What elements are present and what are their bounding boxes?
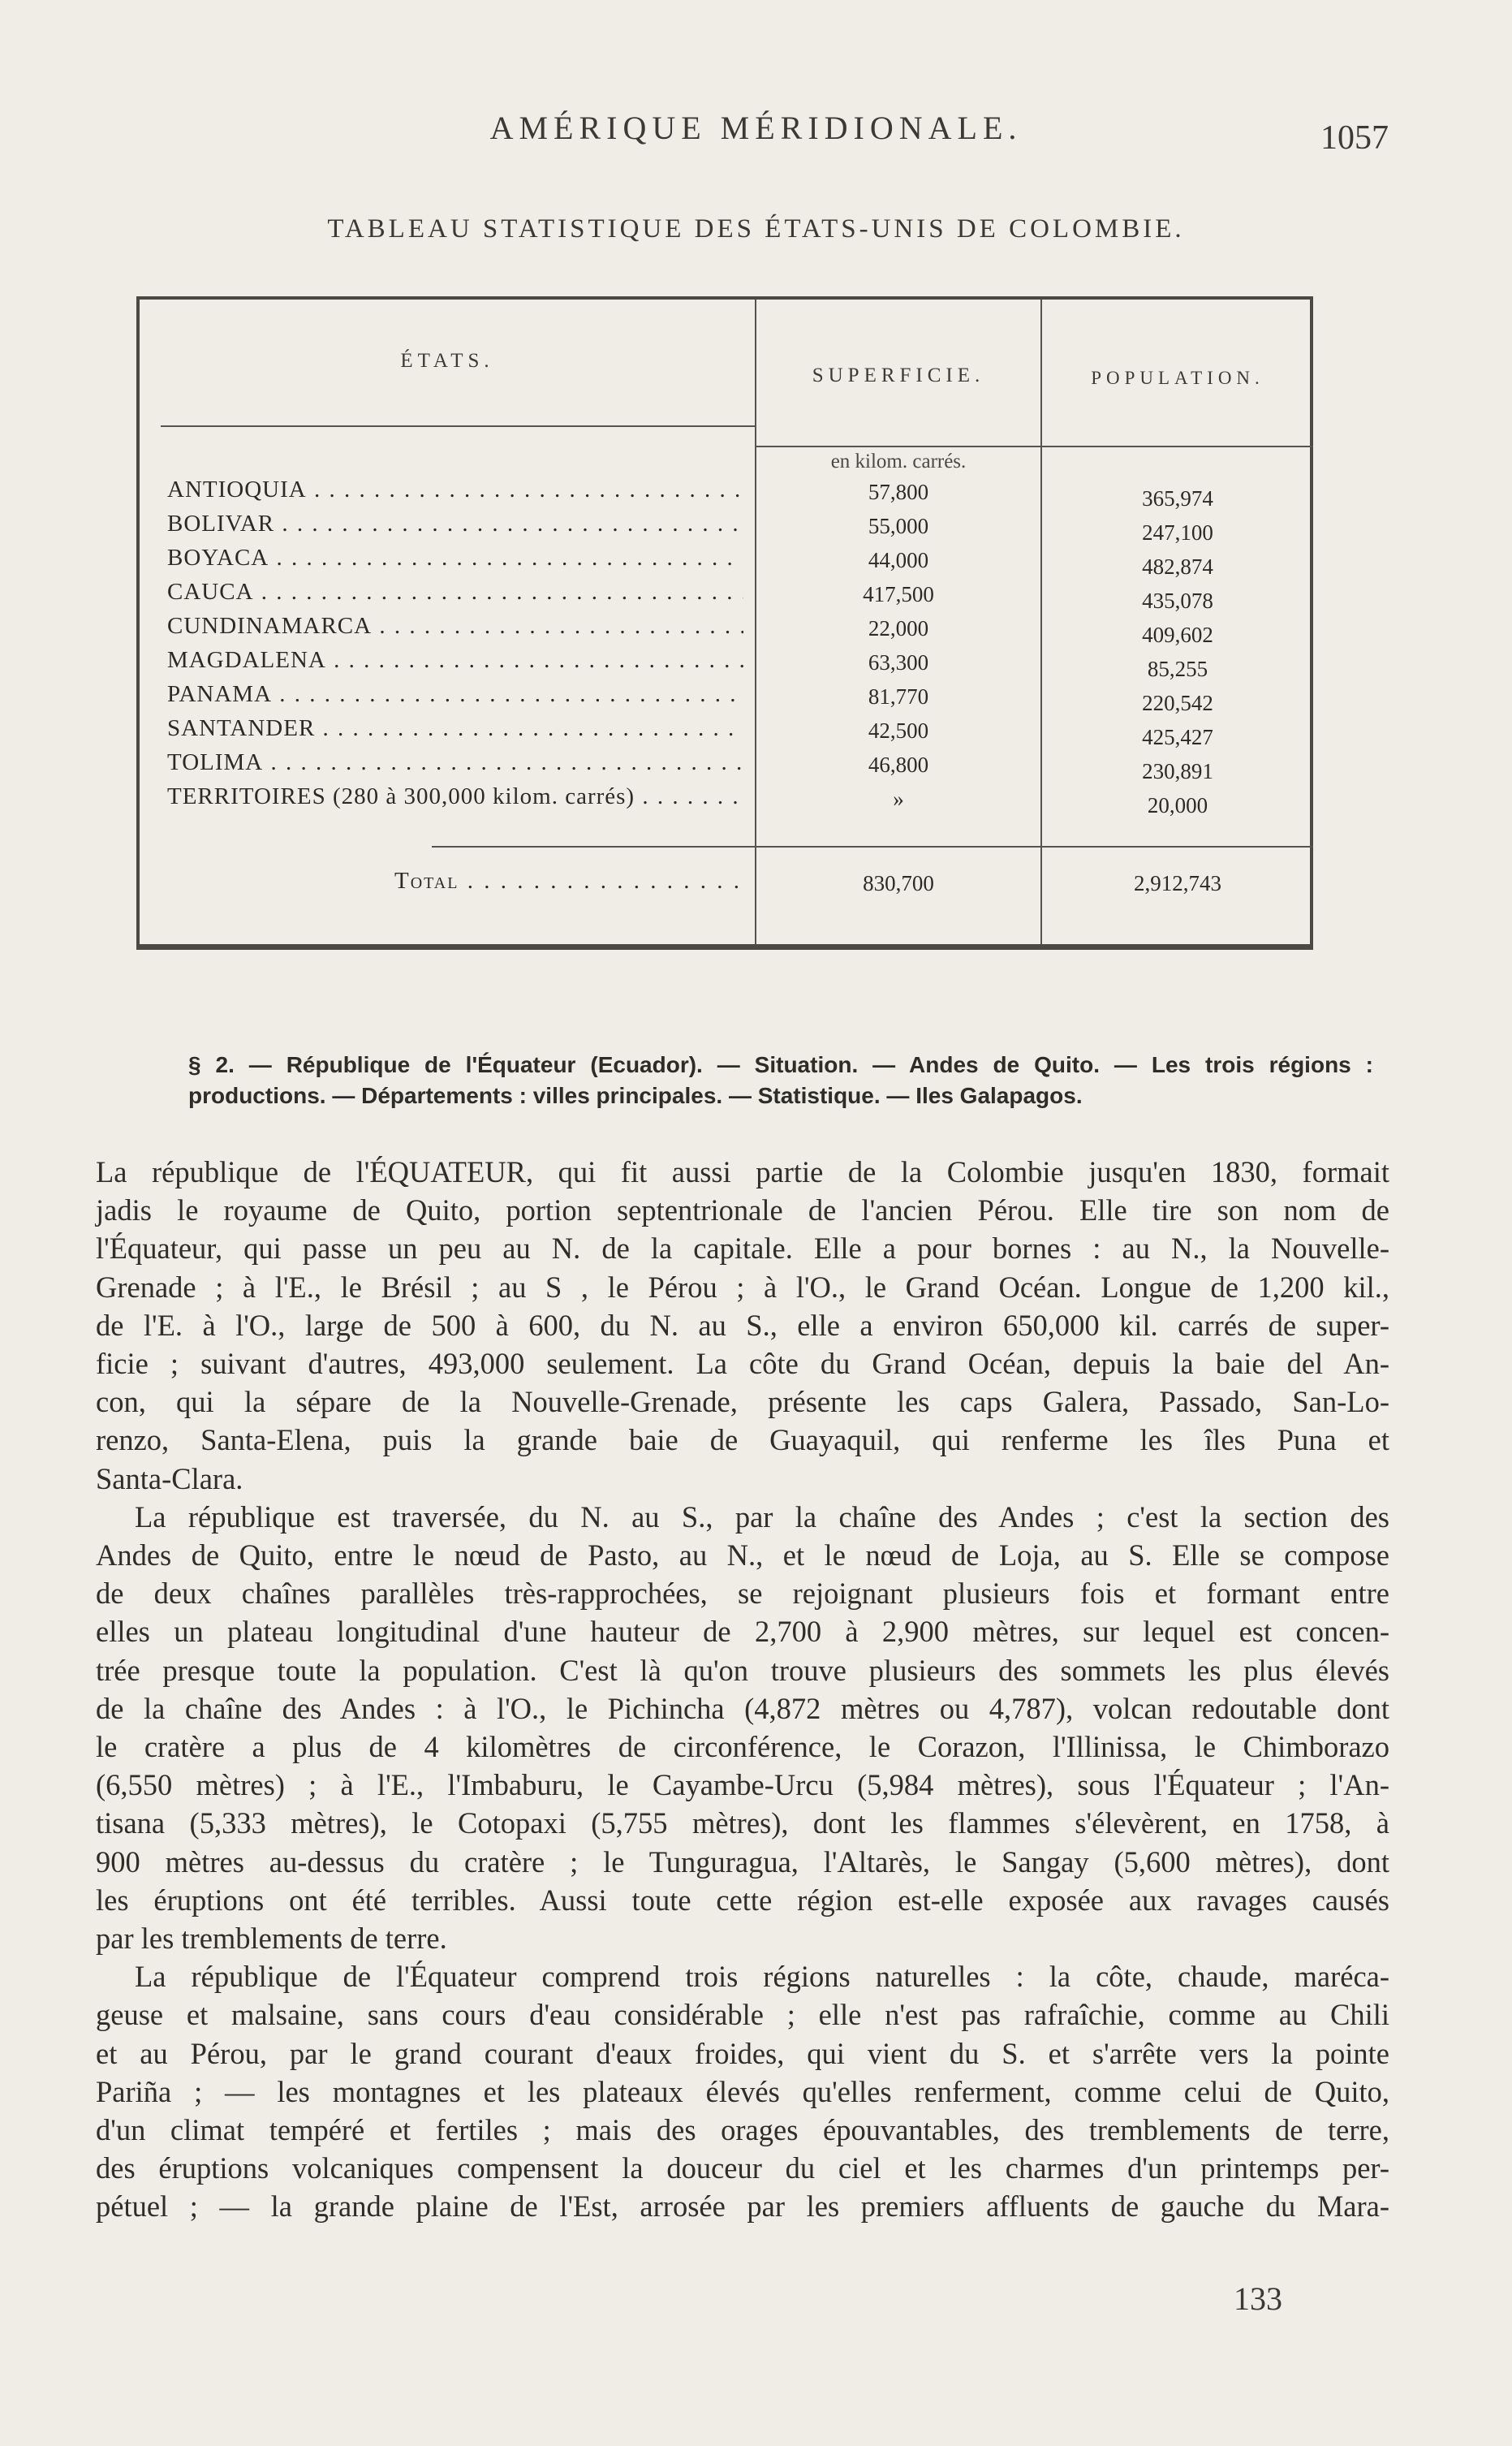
text-line: Santa-Clara. <box>96 1461 243 1495</box>
table-body <box>167 477 1313 817</box>
text-line: d'un climat tempéré et fertiles ; mais des orages épouvantables, des tremblements de terre, <box>96 2113 1389 2147</box>
running-title: AMÉRIQUE MÉRIDIONALE. <box>489 110 1023 146</box>
text-line: de la chaîne des Andes : à l'O., le Pichincha (4,872 mètres ou 4,787), volcan redoutable dont <box>96 1691 1389 1725</box>
total-population: 2,912,743 <box>1134 871 1221 895</box>
state-population: 230,891 <box>1142 759 1213 783</box>
header-rule <box>756 446 1313 447</box>
table-row <box>167 647 1313 681</box>
text-line: le cratère a plus de 4 kilomètres de circonférence, le Corazon, l'Illinissa, le Chimborazo <box>96 1730 1389 1764</box>
state-area: 417,500 <box>863 582 934 606</box>
text-line: Pariña ; — les montagnes et les plateaux élevés qu'elles renferment, comme celui de Quito, <box>96 2074 1389 2108</box>
state-population: 435,078 <box>1142 589 1213 613</box>
text-line: La république est traversée, du N. au S., par la chaîne des Andes ; c'est la section des <box>135 1499 1389 1534</box>
total-rule <box>432 846 755 848</box>
body-text <box>96 1153 1389 2226</box>
total-area: 830,700 <box>863 871 934 895</box>
text-line: et au Pérou, par le grand courant d'eaux froides, qui vient du S. et s'arrête vers la pointe <box>96 2036 1389 2070</box>
state-area: 44,000 <box>868 548 929 572</box>
column-header-area: SUPERFICIE. <box>812 365 985 386</box>
state-area: 55,000 <box>868 514 929 538</box>
state-population: 20,000 <box>1147 793 1208 817</box>
text-line: pétuel ; — la grande plaine de l'Est, arrosée par les premiers affluents de gauche du Mara- <box>96 2189 1389 2224</box>
header-rule <box>161 425 755 427</box>
text-line: geuse et malsaine, sans cours d'eau considérable ; elle n'est pas rafraîchie, comme au Chili <box>96 1998 1389 2032</box>
state-population: 247,100 <box>1142 520 1213 545</box>
text-line: La république de l'ÉQUATEUR, qui fit aussi partie de la Colombie jusqu'en 1830, formait <box>96 1155 1389 1188</box>
state-population: 365,974 <box>1142 486 1213 511</box>
text-line: tisana (5,333 mètres), le Cotopaxi (5,755 mètres), dont les flammes s'élevèrent, en 1758, à <box>96 1806 1389 1840</box>
state-area: 81,770 <box>868 684 929 709</box>
table-row <box>167 579 1313 613</box>
text-line: La république de l'Équateur comprend trois régions naturelles : la côte, chaude, maréca- <box>135 1960 1389 1994</box>
state-name: TERRITOIRES (280 à 300,000 kilom. carrés) . . . <box>167 783 743 810</box>
table-row <box>167 511 1313 545</box>
text-line: Andes de Quito, entre le nœud de Pasto, au N., et le nœud de Loja, au S. Elle se compose <box>96 1538 1389 1572</box>
state-name: MAGDALENA . . . <box>167 647 743 674</box>
table-row <box>167 715 1313 749</box>
table-row <box>167 749 1313 783</box>
total-row <box>167 868 1313 904</box>
text-line: Grenade ; à l'E., le Brésil ; au S , le Pérou ; à l'O., le Grand Océan. Longue de 1,200 kil., <box>96 1270 1389 1304</box>
text-line: elles un plateau longitudinal d'une hauteur de 2,700 à 2,900 mètres, sur lequel est concen- <box>96 1615 1389 1649</box>
text-line: trée presque toute la population. C'est là qu'on trouve plusieurs des sommets les plus élevés <box>96 1653 1389 1687</box>
state-area: 63,300 <box>868 650 929 675</box>
column-header-states: ÉTATS. <box>400 350 494 372</box>
total-label: Total . . . <box>394 868 743 895</box>
text-line: les éruptions ont été terribles. Aussi toute cette région est-elle exposée aux ravages causés <box>96 1883 1389 1917</box>
state-population: 220,542 <box>1142 691 1213 715</box>
state-area: 42,500 <box>868 718 929 743</box>
text-line: de l'E. à l'O., large de 500 à 600, du N. au S., elle a environ 650,000 kil. carrés de super- <box>96 1308 1389 1342</box>
state-population: 409,602 <box>1142 623 1213 647</box>
state-area: 57,800 <box>868 480 929 504</box>
state-name: CAUCA . . . <box>167 579 743 606</box>
text-line: par les tremblements de terre. <box>96 1922 447 1956</box>
signature-mark: 133 <box>1234 2280 1282 2317</box>
state-name: CUNDINAMARCA . . . <box>167 613 743 640</box>
statistics-table <box>136 296 1313 950</box>
section-heading-line: productions. — Départements : villes principales. — Statistique. — Iles Galapagos. <box>188 1083 1083 1108</box>
text-line: (6,550 mètres) ; à l'E., l'Imbaburu, le Cayambe-Urcu (5,984 mètres), sous l'Équateur ; l'An- <box>96 1768 1389 1802</box>
state-name: BOYACA . . . <box>167 545 743 572</box>
total-rule <box>756 846 1313 848</box>
state-name: ANTIOQUIA . . . <box>167 477 743 503</box>
table-title: TABLEAU STATISTIQUE DES ÉTATS-UNIS DE COLOMBIE. <box>327 214 1185 244</box>
text-line: l'Équateur, qui passe un peu au N. de la capitale. Elle a pour bornes : au N., la Nouvelle- <box>96 1232 1389 1266</box>
section-heading-line: § 2. — République de l'Équateur (Ecuador). — Situation. — Andes de Quito. — Les trois régions : <box>188 1052 1373 1077</box>
table-row <box>167 783 1313 817</box>
state-population: 85,255 <box>1147 657 1208 681</box>
state-name: TOLIMA . . . <box>167 749 743 776</box>
text-line: des éruptions volcaniques compensent la douceur du ciel et les charmes d'un printemps per- <box>96 2151 1389 2185</box>
state-name: SANTANDER . . . <box>167 715 743 742</box>
table-row <box>167 477 1313 511</box>
state-name: BOLIVAR . . . <box>167 511 743 537</box>
text-line: jadis le royaume de Quito, portion septentrionale de l'ancien Pérou. Elle tire son nom de <box>96 1193 1389 1227</box>
page-number: 1057 <box>1320 119 1389 157</box>
column-header-population: POPULATION. <box>1091 368 1264 388</box>
table-row <box>167 681 1313 715</box>
text-line: de deux chaînes parallèles très-rapprochées, se rejoignant plusieurs fois et formant entre <box>96 1577 1389 1611</box>
state-population: 482,874 <box>1142 554 1213 579</box>
text-line: renzo, Santa-Elena, puis la grande baie de Guayaquil, qui renferme les îles Puna et <box>96 1423 1389 1457</box>
state-area: 22,000 <box>868 616 929 641</box>
state-area: » <box>893 787 904 811</box>
state-area: 46,800 <box>868 753 929 777</box>
text-line: 900 mètres au-dessus du cratère ; le Tunguragua, l'Altarès, le Sangay (5,600 mètres), dont <box>96 1844 1389 1879</box>
table-row <box>167 545 1313 579</box>
unit-note: en kilom. carrés. <box>830 451 967 472</box>
section-heading <box>188 1050 1373 1111</box>
table-row <box>167 613 1313 647</box>
text-line: ficie ; suivant d'autres, 493,000 seulement. La côte du Grand Océan, depuis la baie del An- <box>96 1347 1389 1381</box>
text-line: con, qui la sépare de la Nouvelle-Grenade, présente les caps Galera, Passado, San-Lo- <box>96 1385 1389 1419</box>
state-name: PANAMA . . . <box>167 681 743 708</box>
state-population: 425,427 <box>1142 725 1213 749</box>
